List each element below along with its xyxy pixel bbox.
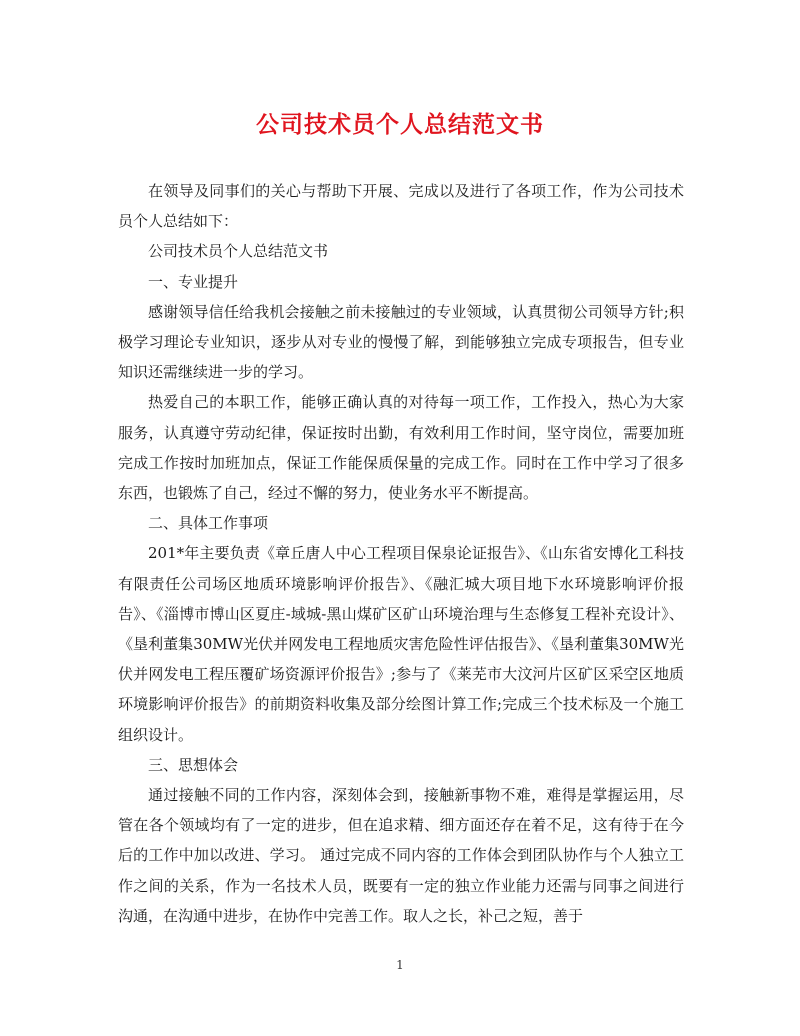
intro-paragraph: 在领导及同事们的关心与帮助下开展、完成以及进行了各项工作，作为公司技术员个人总结如下： <box>118 182 684 231</box>
subtitle-line: 公司技术员个人总结范文书 <box>148 242 329 261</box>
paragraph-reflection: 通过接触不同的工作内容，深刻体会到，接触新事物不难，难得是掌握运用，尽管在各个领域均有了一定的进步，但在追求精、细方面还存在着不足，这有待于在今后的工作中加以改进、学习。 通过完成不同内容的工作体会到团队协作与个人独立工作之间的关系，作为一名技术人员，既要有一定的独立作业能力还需与同事之间进行沟通，在沟通中进步，在协作中完善工作。取人之长，补己之短，善于 <box>118 786 684 925</box>
paragraph-professional-2: 热爱自己的本职工作，能够正确认真的对待每一项工作，工作投入，热心为大家服务，认真遵守劳动纪律，保证按时出勤，有效利用工作时间，坚守岗位，需要加班完成工作按时加班加点，保证工作能保质保量的完成工作。同时在工作中学习了很多东西，也锻炼了自己，经过不懈的努力，使业务水平不断提高。 <box>118 393 684 503</box>
document-title: 公司技术员个人总结范文书 <box>256 111 544 138</box>
section-heading-3: 三、思想体会 <box>148 755 239 774</box>
section-heading-1: 一、专业提升 <box>148 272 239 291</box>
document-body <box>118 176 684 931</box>
paragraph-professional-1: 感谢领导信任给我机会接触之前未接触过的专业领域，认真贯彻公司领导方针;积极学习理论专业知识，逐步从对专业的慢慢了解，到能够独立完成专项报告，但专业知识还需继续进一步的学习。 <box>118 302 684 382</box>
section-heading-2: 二、具体工作事项 <box>148 514 269 533</box>
page-number: 1 <box>396 958 404 972</box>
paragraph-work-items: 201*年主要负责《章丘唐人中心工程项目保泉论证报告》、《山东省安博化工科技有限责任公司场区地质环境影响评价报告》、《融汇城大项目地下水环境影响评价报告》、《淄博市博山区夏庄-域城-黑山煤矿区矿山环境治理与生态修复工程补充设计》、《垦利董集30MW光伏并网发电工程地质灾害危险性评估报告》、《垦利董集30MW光伏并网发电工程压覆矿场资源评价报告》;参与了《莱芜市大汶河片区矿区采空区地质环境影响评价报告》的前期资料收集及部分绘图计算工作;完成三个技术标及一个施工组织设计。 <box>118 544 684 744</box>
